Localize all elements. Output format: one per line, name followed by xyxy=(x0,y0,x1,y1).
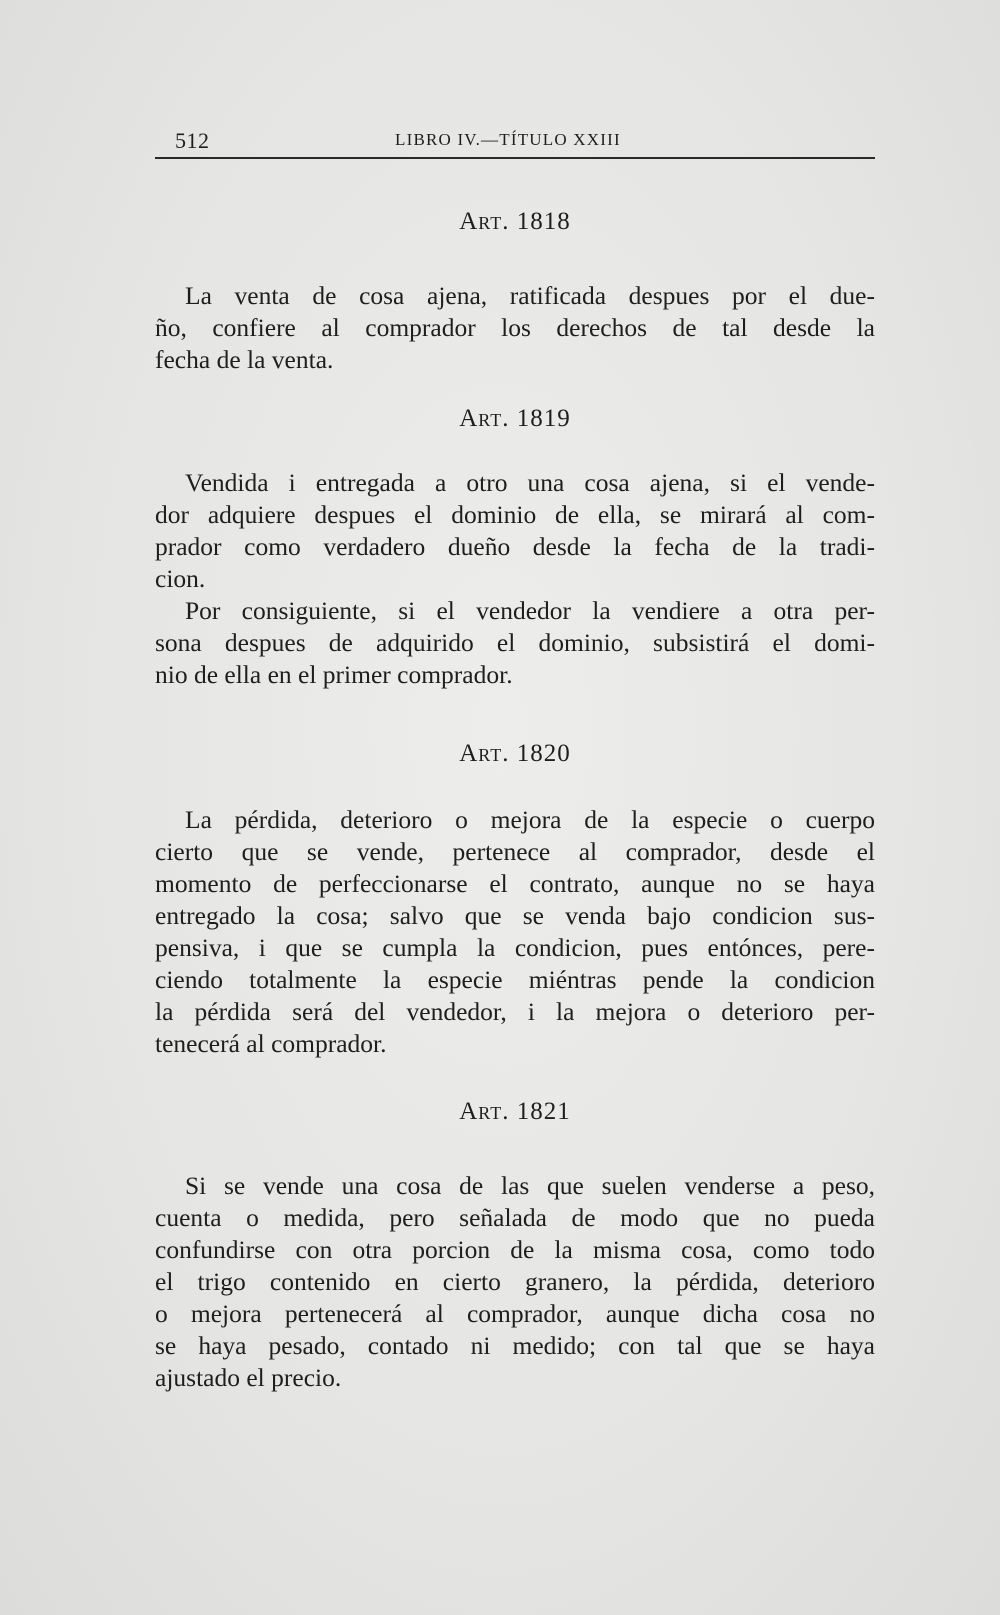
text-line: momento de perfeccionarse el contrato, aunque no se haya xyxy=(155,869,875,898)
text-line: Vendida i entregada a otro una cosa ajena, si el vende- xyxy=(185,468,875,497)
text-line: el trigo contenido en cierto granero, la pérdida, deterioro xyxy=(155,1267,875,1296)
text-line: ño, confiere al comprador los derechos de tal desde la xyxy=(155,313,875,342)
text-line: La venta de cosa ajena, ratificada despues por el due- xyxy=(185,281,875,310)
text-line: La pérdida, deterioro o mejora de la especie o cuerpo xyxy=(185,805,875,834)
text-line: o mejora pertenecerá al comprador, aunque dicha cosa no xyxy=(155,1299,875,1328)
header-rule xyxy=(155,157,875,159)
text-line: Por consiguiente, si el vendedor la vendiere a otra per- xyxy=(185,596,875,625)
text-line: nio de ella en el primer comprador. xyxy=(155,660,513,689)
article-heading-1820: Art. 1820 xyxy=(459,740,571,767)
article-body-1820 xyxy=(155,804,875,1060)
text-line: pensiva, i que se cumpla la condicion, pues entónces, pere- xyxy=(155,933,875,962)
text-line: dor adquiere despues el dominio de ella, se mirará al com- xyxy=(155,500,875,529)
article-body-1821 xyxy=(155,1170,875,1394)
text-line: ciendo totalmente la especie miéntras pende la condicion xyxy=(155,965,875,994)
article-body-1819 xyxy=(155,467,875,691)
text-line: entregado la cosa; salvo que se venda bajo condicion sus- xyxy=(155,901,875,930)
page-number: 512 xyxy=(175,128,210,153)
running-head: LIBRO IV.—TÍTULO XXIII xyxy=(395,130,621,149)
text-line: tenecerá al comprador. xyxy=(155,1029,387,1058)
text-line: confundirse con otra porcion de la misma cosa, como todo xyxy=(155,1235,875,1264)
text-line: la pérdida será del vendedor, i la mejora o deterioro per- xyxy=(155,997,875,1026)
text-line: ajustado el precio. xyxy=(155,1363,342,1392)
text-line: Si se vende una cosa de las que suelen venderse a peso, xyxy=(185,1171,875,1200)
article-heading-1818: Art. 1818 xyxy=(459,208,571,235)
page-header xyxy=(155,124,875,154)
article-heading-1821: Art. 1821 xyxy=(459,1098,571,1125)
text-line: cierto que se vende, pertenece al comprador, desde el xyxy=(155,837,875,866)
article-body-1818 xyxy=(155,280,875,376)
text-line: prador como verdadero dueño desde la fecha de la tradi- xyxy=(155,532,875,561)
article-heading-1819: Art. 1819 xyxy=(459,405,571,432)
text-line: se haya pesado, contado ni medido; con tal que se haya xyxy=(155,1331,875,1360)
text-line: cion. xyxy=(155,564,206,593)
text-line: fecha de la venta. xyxy=(155,345,334,374)
text-line: sona despues de adquirido el dominio, subsistirá el domi- xyxy=(155,628,875,657)
text-line: cuenta o medida, pero señalada de modo que no pueda xyxy=(155,1203,875,1232)
